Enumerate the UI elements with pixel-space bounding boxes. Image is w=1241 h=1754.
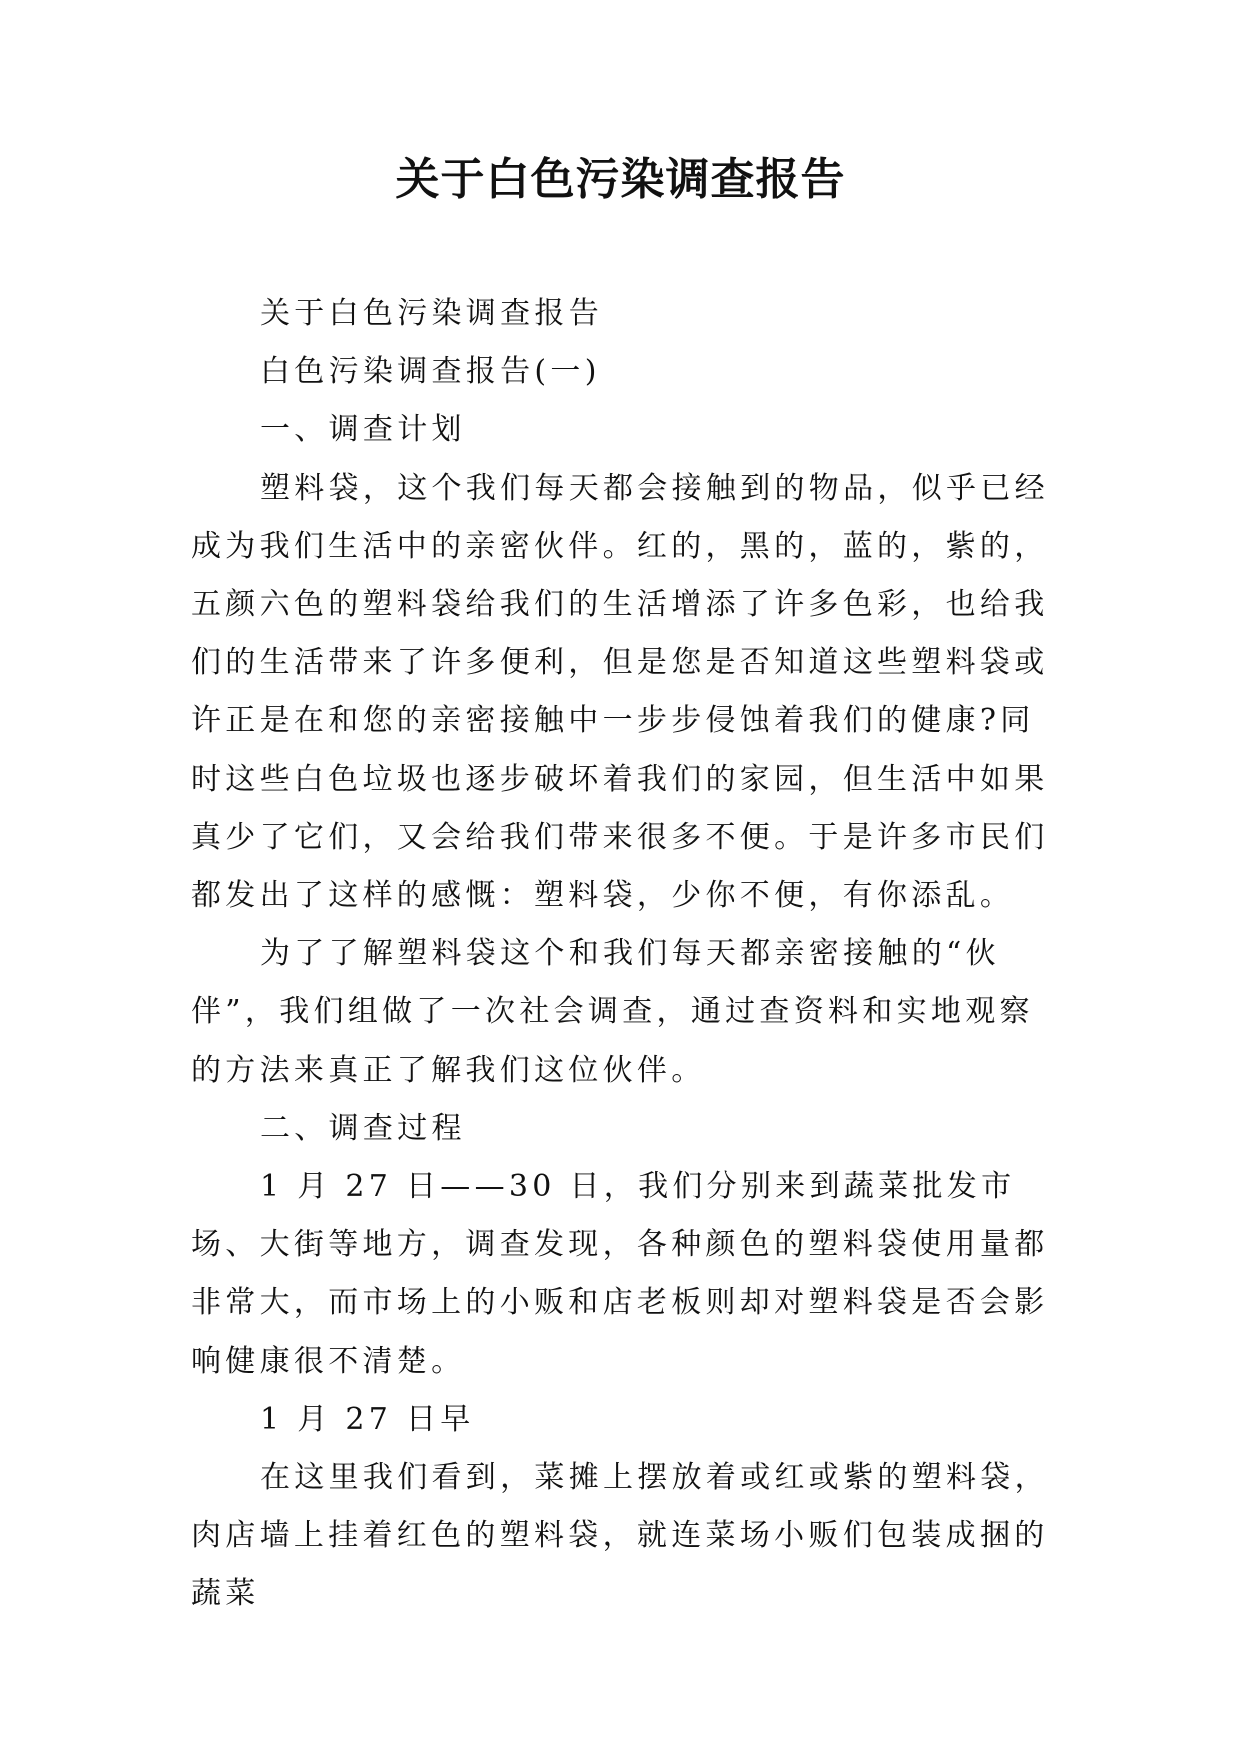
document-title: 关于白色污染调查报告 (395, 154, 846, 205)
paragraph-subtitle: 白色污染调查报告(一) (260, 354, 601, 390)
section-heading-plan: 一、调查计划 (260, 412, 466, 448)
paragraph-purpose: 为了了解塑料袋这个和我们每天都亲密接触的“伙伴”，我们组做了一次社会调查，通过查资料和实地观察的方法来真正了解我们这位伙伴。 (191, 936, 1034, 1088)
section-heading-process: 二、调查过程 (260, 1110, 466, 1146)
paragraph-heading-repeat: 关于白色污染调查报告 (260, 296, 603, 331)
paragraph-intro: 塑料袋，这个我们每天都会接触到的物品，似乎已经成为我们生活中的亲密伙伴。红的，黑的，蓝的，紫的，五颜六色的塑料袋给我们的生活增添了许多色彩，也给我们的生活带来了许多便利，但是您是否知道这些塑料袋或许正是在和您的亲密接触中一步步侵蚀着我们的健康?同时这些白色垃圾也逐步破坏着我们的家园，但生活中如果真少了它们，又会给我们带来很多不便。于是许多市民们都发出了这样的感慨：塑料袋，少你不便，有你添乱。 (191, 470, 1049, 914)
paragraph-observation: 在这里我们看到，菜摊上摆放着或红或紫的塑料袋，肉店墙上挂着红色的塑料袋，就连菜场小贩们包装成捆的蔬菜 (191, 1460, 1049, 1612)
paragraph-process: 1 月 27 日——30 日，我们分别来到蔬菜批发市场、大街等地方，调查发现，各种颜色的塑料袋使用量都非常大，而市场上的小贩和店老板则却对塑料袋是否会影响健康很不清楚。 (191, 1169, 1049, 1379)
paragraph-date: 1 月 27 日早 (260, 1401, 475, 1437)
document-body (191, 285, 1053, 1624)
